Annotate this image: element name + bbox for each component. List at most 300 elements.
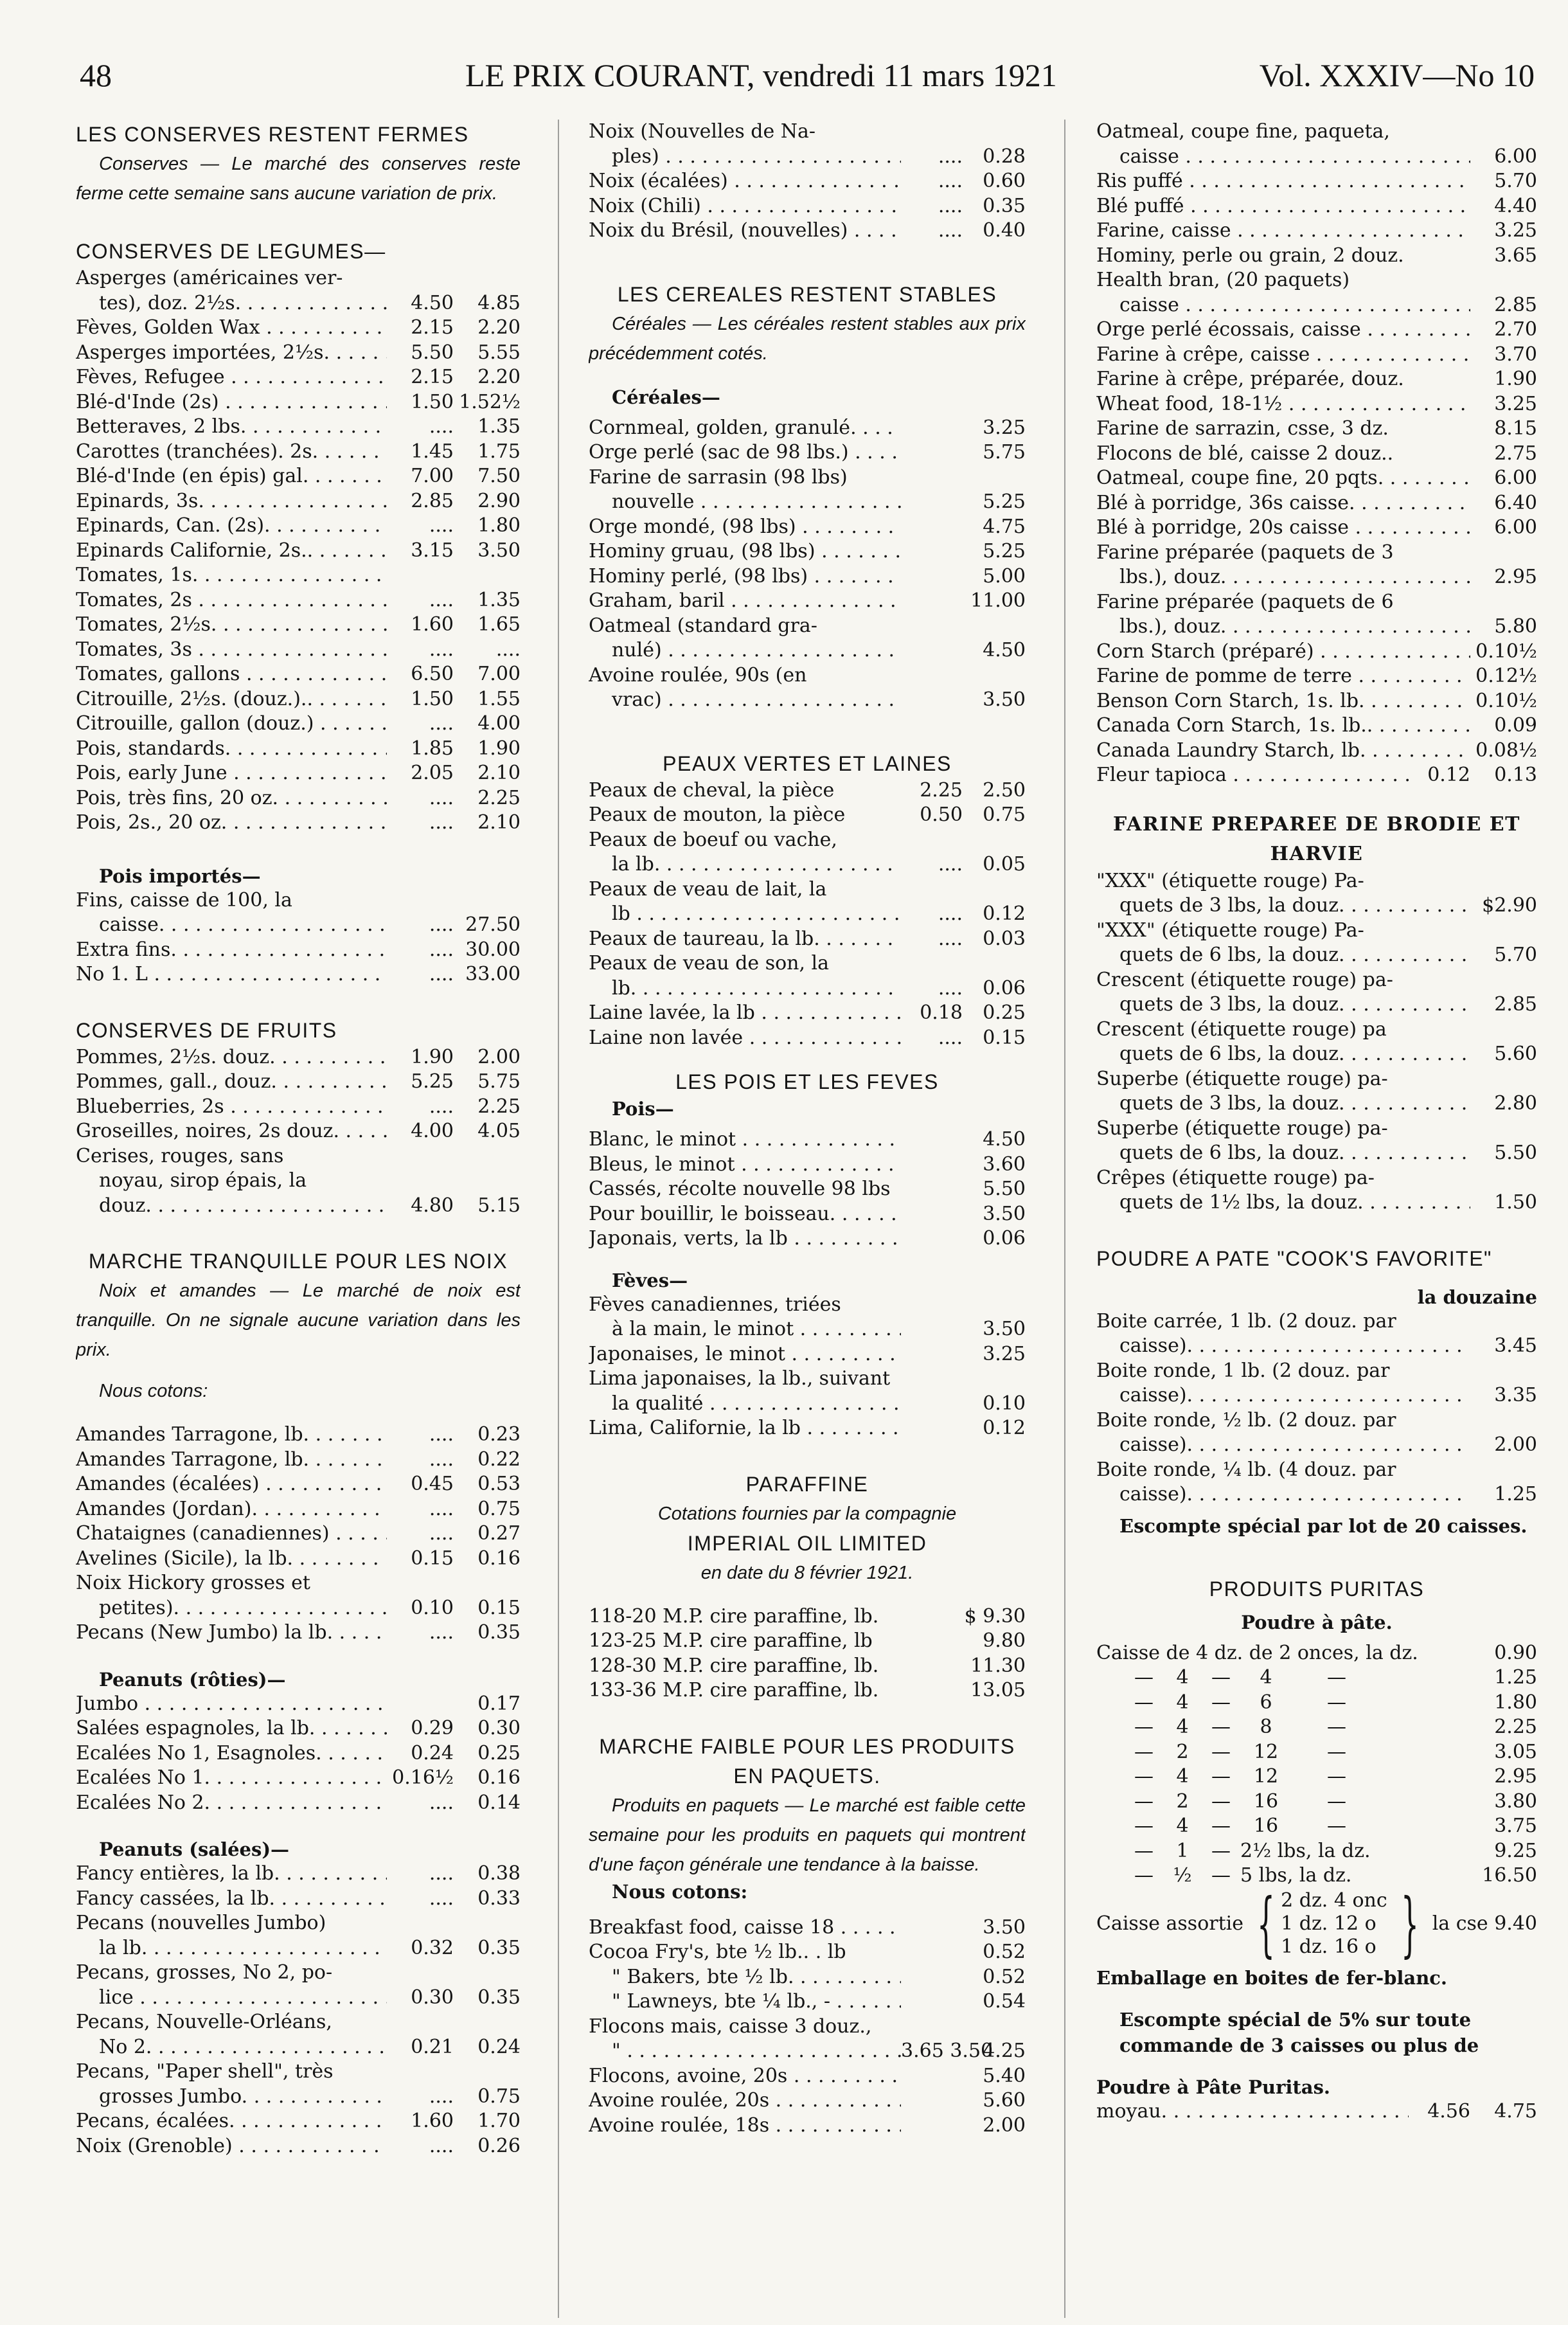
item-label: Salées espagnoles, la lb. . . . . <box>76 1716 387 1741</box>
price-high <box>963 1367 1026 1392</box>
assortie-label: Caisse assortie <box>1096 1912 1243 1935</box>
price-high <box>1470 1458 1537 1483</box>
price-row <box>589 589 1026 614</box>
page-header <box>80 57 1535 108</box>
price-high: 3.25 <box>1494 219 1537 242</box>
price-row <box>1096 1665 1537 1691</box>
price-row <box>76 1169 521 1194</box>
price-row <box>589 2064 1026 2089</box>
item-label: Amandes (écalées) . . . <box>76 1472 387 1497</box>
section-heading: FARINE PREPAREE DE BRODIE ET HARVIE <box>1113 812 1520 865</box>
item-label: Farine, caisse . . . <box>1096 219 1470 244</box>
dash-mark: — <box>1211 1765 1231 1788</box>
price-list <box>1096 120 1537 788</box>
price-high: 0.10 <box>983 1392 1026 1415</box>
price-list <box>589 1604 1026 1703</box>
item-label: Hominy perlé, (98 lbs) . . . <box>589 564 901 589</box>
item-label: Flocons mais, caisse 3 douz., <box>589 2015 872 2038</box>
price-high: 0.35 <box>477 1621 521 1644</box>
assortie-item: 1 dz. 16 o <box>1281 1935 1376 1958</box>
price-low: 1.90 <box>411 1045 454 1068</box>
price: 2.95 <box>1494 1765 1537 1788</box>
item-label: Lima, Californie, la lb . . . <box>589 1416 901 1441</box>
price-high: 2.90 <box>477 489 521 512</box>
item-label: Extra fins. . . . <box>76 938 387 963</box>
price-row <box>76 1620 521 1646</box>
price-row <box>1096 1839 1537 1864</box>
price-low: .... <box>429 811 454 834</box>
price-low <box>901 539 963 564</box>
dash-mark: — <box>1211 1790 1231 1813</box>
section-heading: POUDRE A PATE "COOK'S FAVORITE" <box>1096 1246 1492 1270</box>
ounces: 4 <box>1260 1666 1272 1689</box>
price-high: 0.16 <box>477 1766 521 1789</box>
item-label: Farine préparée (paquets de 3 <box>1096 541 1394 564</box>
price-high: 0.25 <box>983 1001 1026 1024</box>
item-label: Noix (Nouvelles de Na- <box>589 120 816 143</box>
ounces: 5 lbs, la dz. <box>1240 1864 1352 1887</box>
price-high: 0.75 <box>477 1497 521 1520</box>
price-low: .... <box>938 927 963 950</box>
price-row <box>76 1961 521 1986</box>
price: 2.25 <box>1494 1716 1537 1738</box>
price-row <box>589 1989 1026 2015</box>
price-row <box>1096 968 1537 993</box>
dozen-count: 4 <box>1176 1716 1189 1738</box>
price-row <box>1096 1458 1537 1483</box>
price-row <box>589 1342 1026 1367</box>
price-row <box>76 1472 521 1497</box>
item-label: Jumbo . . . <box>76 1692 387 1717</box>
price-low: 0.32 <box>411 1936 454 1959</box>
price-row <box>589 1416 1026 1441</box>
page-number: 48 <box>80 57 112 93</box>
item-label: Amandes Tarragone, lb. . . . <box>76 1448 387 1473</box>
item-label: Fins, caisse de 100, la <box>76 888 292 911</box>
price-low: 1.60 <box>411 2110 454 2132</box>
price-high: 2.20 <box>477 366 521 388</box>
price-row <box>589 2015 1026 2040</box>
price-high: 0.53 <box>477 1473 521 1495</box>
item-label: Fleur tapioca . . . <box>1096 763 1409 788</box>
price-low <box>901 1293 963 1318</box>
item-label: caisse). . . . <box>1096 1383 1470 1408</box>
item-label: Avoine roulée, 18s . . . <box>589 2114 901 2139</box>
dash-mark: — <box>1327 1691 1346 1714</box>
price-low <box>901 1989 963 2015</box>
price-low: 3.15 <box>411 539 454 562</box>
column-rule-1 <box>558 120 559 2318</box>
price-list <box>1096 869 1537 1216</box>
price-row <box>76 1986 521 2011</box>
price-list <box>589 1127 1026 1252</box>
price: 3.80 <box>1494 1790 1537 1813</box>
price-row <box>76 291 521 316</box>
price-low: .... <box>429 712 454 735</box>
price-high: 3.45 <box>1494 1334 1537 1357</box>
price-low: .... <box>429 1522 454 1545</box>
price-high <box>963 951 1026 976</box>
price-low: 4.80 <box>411 1194 454 1217</box>
price-low: 2.85 <box>411 489 454 512</box>
item-label: Graham, baril . . . <box>589 589 901 614</box>
price-row <box>589 1153 1026 1178</box>
item-label: lice . . . <box>76 1986 387 2011</box>
item-label: douz. . . . <box>76 1194 387 1219</box>
note: Emballage en boites de fer-blanc. <box>1096 1966 1448 1989</box>
price-row <box>1096 992 1537 1018</box>
item-label: Pour bouillir, le boisseau. . . . <box>589 1202 901 1227</box>
price-high: 2.10 <box>477 811 521 834</box>
price-high: 0.06 <box>983 976 1026 1000</box>
dash-mark: — <box>1327 1815 1346 1837</box>
item-label: Ecalées No 2. . . . <box>76 1791 387 1816</box>
price-low: 5.25 <box>411 1070 454 1093</box>
price-row <box>76 539 521 564</box>
price-row <box>589 951 1026 976</box>
price-low: .... <box>938 170 963 192</box>
price-high: 4.40 <box>1494 194 1537 217</box>
brace-left: { <box>1257 1882 1276 1965</box>
price-low <box>901 440 963 465</box>
item-label: lb. . . . <box>589 976 901 1001</box>
price-low <box>387 1961 454 1986</box>
price-row <box>76 2085 521 2110</box>
price-low <box>901 663 963 688</box>
price-low <box>387 563 454 588</box>
price-high: 3.50 <box>983 1318 1026 1340</box>
price-row <box>589 564 1026 589</box>
price-row <box>1096 1309 1537 1334</box>
item-label: vrac) . . . <box>589 688 901 713</box>
price-row <box>589 1940 1026 1965</box>
dash-mark: — <box>1211 1666 1231 1689</box>
price-low <box>387 2010 454 2035</box>
dash-mark: — <box>1211 1815 1231 1837</box>
price-high: 0.24 <box>477 2035 521 2058</box>
price: 9.25 <box>1494 1839 1537 1862</box>
price-row <box>1096 169 1537 194</box>
price-row <box>76 2060 521 2085</box>
price-row <box>589 169 1026 194</box>
section-heading: MARCHE FAIBLE POUR LES PRODUITS EN PAQUETS. <box>599 1734 1015 1788</box>
price-high <box>1470 1309 1537 1334</box>
price-high: 2.00 <box>477 1045 521 1068</box>
price-high <box>1470 869 1537 894</box>
price-low: 0.12 <box>1427 764 1470 786</box>
item-label: Flocons de blé, caisse 2 douz.. <box>1096 442 1394 465</box>
price-high: 0.03 <box>983 927 1026 950</box>
dozen-count: 4 <box>1176 1765 1189 1788</box>
item-label: Farine à crêpe, préparée, douz. <box>1096 368 1404 390</box>
item-label: lbs.), douz. . . . <box>1096 565 1470 590</box>
item-label: ples) . . . <box>589 145 901 170</box>
price-list <box>76 888 521 987</box>
price-low: 0.30 <box>411 1986 454 2009</box>
price-low <box>387 1692 454 1717</box>
price-high: 0.60 <box>983 170 1026 192</box>
price-high <box>454 1961 521 1986</box>
ounces: 8 <box>1260 1716 1272 1738</box>
item-label: Corn Starch (préparé) . . . <box>1096 640 1470 665</box>
price-high: 5.25 <box>983 490 1026 513</box>
dash-mark: — <box>1211 1691 1231 1714</box>
item-label: Ecalées No 1. . . . <box>76 1766 387 1791</box>
price-low <box>901 1177 963 1202</box>
price-row <box>589 1916 1026 1941</box>
price-low <box>387 2060 454 2085</box>
price-high: 4.50 <box>983 1128 1026 1151</box>
price-low: .... <box>938 194 963 217</box>
item-label: Orge perlé (sac de 98 lbs.) . . . <box>589 440 901 465</box>
item-label: " . . . <box>589 2039 901 2064</box>
price-row <box>76 1791 521 1816</box>
dozen-count: 2 <box>1176 1790 1189 1813</box>
price-high <box>1470 1117 1537 1142</box>
paraffine-note: Cotations fournies par la compagnie <box>657 1503 957 1524</box>
column-3 <box>1096 120 1537 2325</box>
price-row <box>589 1392 1026 1417</box>
price-low: 0.24 <box>411 1741 454 1764</box>
item-label: Breakfast food, caisse 18 . . . <box>589 1916 901 1941</box>
price-high: 2.00 <box>983 2114 1026 2137</box>
price-row <box>589 2088 1026 2114</box>
price-row <box>1096 893 1537 919</box>
price-row <box>1096 1190 1537 1216</box>
price-high: 5.00 <box>983 564 1026 588</box>
price-low: 0.50 <box>920 803 963 826</box>
price-low: .... <box>429 2134 454 2157</box>
price-high: $2.90 <box>1482 894 1537 917</box>
item-label: Fèves, Refugee . . . <box>76 365 387 390</box>
price-row <box>1096 565 1537 590</box>
price-row <box>76 687 521 712</box>
section-heading: PEAUX VERTES ET LAINES <box>663 751 952 775</box>
item-label: Canada Laundry Starch, lb. . . . <box>1096 739 1470 764</box>
item-label: la qualité . . . <box>589 1392 901 1417</box>
price-row <box>1096 689 1537 714</box>
price-high: 2.85 <box>1494 293 1537 316</box>
price-high: 7.00 <box>477 663 521 685</box>
dash-mark: — <box>1134 1864 1154 1887</box>
price-high <box>454 1911 521 1936</box>
price-row <box>76 1596 521 1621</box>
item-label: Farine de sarrasin (98 lbs) <box>589 465 848 489</box>
price-list <box>589 416 1026 713</box>
price-high: 0.10½ <box>1475 640 1537 663</box>
price-high: 1.65 <box>477 613 521 636</box>
price-high: 5.60 <box>983 2089 1026 2112</box>
price-high: 0.22 <box>477 1448 521 1471</box>
item-label: Cassés, récolte nouvelle 98 lbs <box>589 1178 891 1200</box>
item-label: caisse). . . . <box>1096 1433 1470 1458</box>
price-high <box>454 2010 521 2035</box>
price-high: 3.35 <box>1494 1384 1537 1406</box>
price-row <box>76 2035 521 2060</box>
price-high: 6.00 <box>1494 516 1537 539</box>
item-label: 123-25 M.P. cire paraffine, lb <box>589 1629 873 1652</box>
item-label: Crêpes (étiquette rouge) pa- <box>1096 1166 1375 1189</box>
price-row <box>1096 442 1537 467</box>
assortie-box <box>1096 1882 1537 1965</box>
item-label: quets de 1½ lbs, la douz. . . . <box>1096 1190 1470 1216</box>
price-row <box>76 662 521 687</box>
price-row <box>1096 1359 1537 1384</box>
price-high: 33.00 <box>465 963 521 985</box>
ounces: 12 <box>1253 1740 1279 1763</box>
price-high: 0.12 <box>983 902 1026 925</box>
item-label: Blé à porridge, 36s caisse. . . . <box>1096 491 1470 516</box>
item-label: Betteraves, 2 lbs. . . . <box>76 415 387 440</box>
price-low <box>901 1226 963 1252</box>
price-high: 0.14 <box>477 1791 521 1814</box>
price-row <box>589 638 1026 663</box>
item-label: Peaux de veau de lait, la <box>589 877 827 901</box>
price-high <box>1470 120 1537 145</box>
price-row <box>1096 739 1537 764</box>
item-label: Peaux de boeuf ou vache, <box>589 828 837 851</box>
price-list <box>1096 1309 1537 1507</box>
price-high: 3.65 <box>1494 244 1537 267</box>
price-high: 5.55 <box>477 341 521 364</box>
price-row <box>1096 491 1537 516</box>
item-label: noyau, sirop épais, la <box>99 1169 307 1192</box>
dash-mark: — <box>1134 1839 1154 1862</box>
item-label: Farine préparée (paquets de 6 <box>1096 590 1394 613</box>
price-row <box>589 1026 1026 1051</box>
price-high <box>454 1144 521 1169</box>
price-row <box>1096 293 1537 318</box>
price-row <box>76 1119 521 1144</box>
price-low: .... <box>429 1862 454 1885</box>
price-row <box>589 515 1026 540</box>
price-row <box>589 490 1026 515</box>
dash-mark: — <box>1327 1765 1346 1788</box>
item-label: caisse . . . <box>1096 293 1470 318</box>
price-row <box>589 688 1026 713</box>
price-row <box>1096 763 1537 788</box>
price-row <box>589 1177 1026 1202</box>
price-high: 1.90 <box>1494 368 1537 390</box>
item-label: petites). . . . <box>76 1596 387 1621</box>
item-label: Pois, très fins, 20 oz. . . . <box>76 786 387 811</box>
price-high <box>963 614 1026 639</box>
price-high: $ 9.30 <box>964 1604 1026 1628</box>
item-label: grosses Jumbo. . . . <box>76 2085 387 2110</box>
price-high: 13.05 <box>970 1679 1026 1701</box>
price-low: 4.50 <box>411 291 454 314</box>
price-row <box>1096 1383 1537 1408</box>
price-low <box>901 688 963 713</box>
price-row <box>589 2114 1026 2139</box>
price-row <box>589 194 1026 219</box>
price-high: 2.20 <box>477 316 521 339</box>
section-text: Conserves — Le marché des conserves reste ferme cette semaine sans aucune variation de prix. <box>76 154 521 204</box>
price-row <box>76 316 521 341</box>
price-high: 3.50 <box>983 688 1026 711</box>
price-low: 0.45 <box>411 1473 454 1495</box>
price-high: 0.28 <box>983 145 1026 168</box>
price-high: 1.35 <box>477 415 521 438</box>
item-label: Peaux de mouton, la pièce <box>589 803 846 826</box>
item-label: quets de 3 lbs, la douz. . . . <box>1096 893 1470 919</box>
price-high: 1.80 <box>477 514 521 537</box>
item-label: Crescent (étiquette rouge) pa <box>1096 1018 1387 1041</box>
item-label: Pecans (New Jumbo) la lb. . . . <box>76 1620 387 1646</box>
price-row <box>76 913 521 938</box>
price-low: .... <box>429 1423 454 1446</box>
price-row <box>76 415 521 440</box>
item-label: Flocons, avoine, 20s . . . <box>589 2064 901 2089</box>
price-list <box>76 1423 521 1646</box>
price-high <box>963 120 1026 145</box>
note: Escompte spécial de 5% sur toute commande de 3 caisses ou plus de <box>1119 2008 1479 2056</box>
column-rule-2 <box>1064 120 1065 2318</box>
price-high <box>454 1571 521 1596</box>
price-row <box>589 1965 1026 1990</box>
assortie-price: la cse 9.40 <box>1432 1912 1537 1935</box>
price-low: .... <box>429 786 454 809</box>
price-list <box>589 1293 1026 1441</box>
price-row <box>76 737 521 762</box>
price-row <box>589 1226 1026 1252</box>
item-label: Superbe (étiquette rouge) pa- <box>1096 1117 1388 1140</box>
price-row <box>1096 664 1537 689</box>
item-label: Farine de pomme de terre . . . <box>1096 664 1470 689</box>
subsection-heading: Peanuts (rôties)— <box>99 1668 286 1691</box>
price-row <box>76 588 521 613</box>
price-row <box>1096 1334 1537 1359</box>
item-label: caisse). . . . <box>1096 1482 1470 1507</box>
item-label: Peaux de taureau, la lb. . . . <box>589 927 901 952</box>
price-low: 6.50 <box>411 663 454 685</box>
price-row <box>589 1317 1026 1342</box>
price-row <box>1096 541 1537 566</box>
item-label: quets de 3 lbs, la douz. . . . <box>1096 992 1470 1018</box>
price-high <box>454 266 521 291</box>
item-label: Blé puffé . . . <box>1096 194 1470 219</box>
price-high: 2.80 <box>1494 1092 1537 1115</box>
price-high: 3.70 <box>1494 343 1537 366</box>
item-label: Hominy gruau, (98 lbs) . . . <box>589 539 901 564</box>
price-low: 1.45 <box>411 440 454 463</box>
price-low <box>901 1940 963 1965</box>
price-row <box>589 1202 1026 1227</box>
item-label: la lb. . . . <box>589 852 901 877</box>
price-high: 0.13 <box>1494 764 1537 786</box>
ounces: 6 <box>1260 1691 1272 1714</box>
paraffine-date: en date du 8 février 1921. <box>700 1562 914 1583</box>
price-row <box>76 962 521 987</box>
price-low: 1.50 <box>411 687 454 710</box>
price-low: 0.18 <box>920 1001 963 1024</box>
price-row <box>1096 1863 1537 1889</box>
price-high: 2.25 <box>477 1095 521 1118</box>
price-high: 3.25 <box>983 416 1026 439</box>
price-row <box>1096 1141 1537 1166</box>
item-label: à la main, le minot . . . <box>589 1317 901 1342</box>
price-row <box>76 514 521 539</box>
item-label: Asperges importées, 2½s. . . . <box>76 341 387 366</box>
dozen-count: 4 <box>1176 1691 1189 1714</box>
item-label: Epinards, 3s. . . . <box>76 489 387 514</box>
price-high: 0.23 <box>477 1423 521 1446</box>
dash-mark: — <box>1134 1765 1154 1788</box>
price-low: .... <box>429 913 454 936</box>
price-high: 0.33 <box>477 1887 521 1910</box>
subsection-heading: Poudre à pâte. <box>1241 1611 1393 1633</box>
item-label: No 1. L . . . <box>76 962 387 987</box>
